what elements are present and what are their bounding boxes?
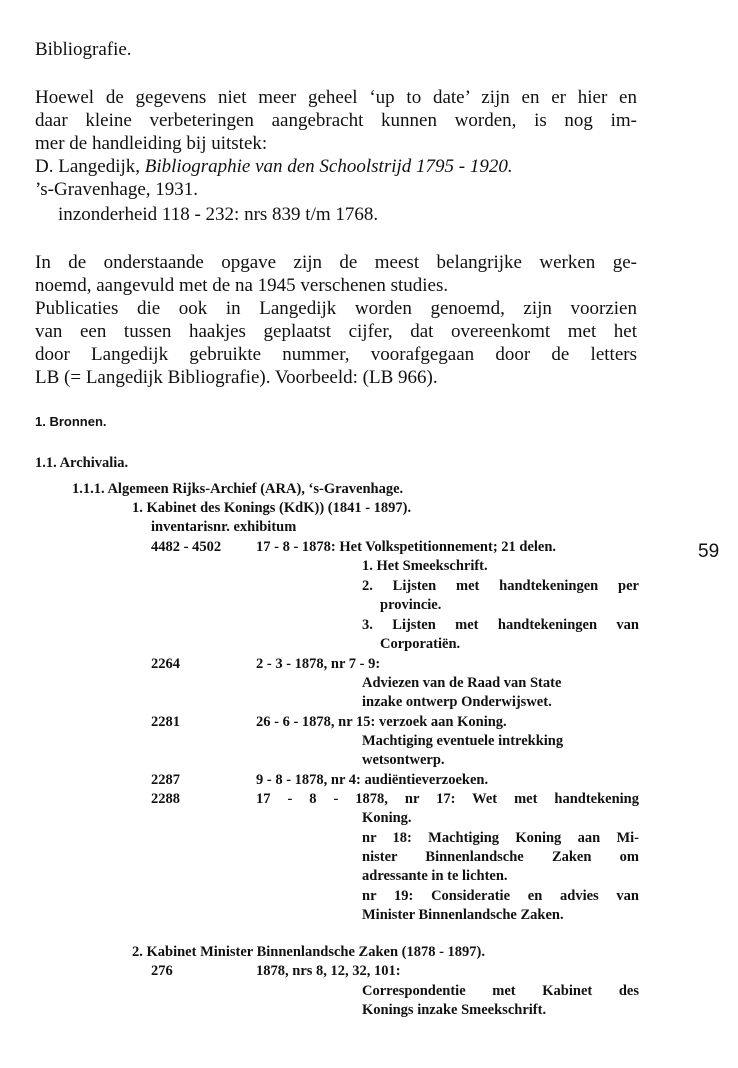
inventory-number: 276 [151, 963, 173, 979]
paragraph-line: van een tussen haakjes geplaatst cijfer, dat overeenkomt met het [35, 321, 637, 342]
section-heading: 1. Bronnen. [35, 414, 107, 429]
inventory-number: 2264 [151, 656, 180, 672]
reference-title: Bibliographie van den Schoolstrijd 1795 - 1920. [144, 156, 513, 177]
exhibitum-date: 9 - 8 - 1878, nr 4: audiëntieverzoeken. [256, 772, 489, 788]
entry-description: 1. Het Smeekschrift. [362, 558, 488, 574]
entry-description: Konings inzake Smeekschrift. [362, 1002, 547, 1018]
entry-description: Machtiging eventuele intrekking [362, 733, 564, 749]
entry-description: inzake ontwerp Onderwijswet. [362, 694, 552, 710]
exhibitum-date: 2 - 3 - 1878, nr 7 - 9: [256, 656, 381, 672]
reference-detail: inzonderheid 118 - 232: nrs 839 t/m 1768. [58, 204, 379, 225]
exhibitum-date: 17 - 8 - 1878: Het Volkspetitionnement; 21 delen. [256, 539, 557, 555]
entry-description: nr 18: Machtiging Koning aan Mi- [362, 830, 639, 846]
page-number: 59 [698, 541, 720, 562]
reference-author: D. Langedijk, [35, 156, 145, 177]
paragraph-line: In de onderstaande opgave zijn de meest belangrijke werken ge- [35, 252, 637, 273]
entry-description: 3. Lijsten met handtekeningen van [362, 617, 639, 633]
intro-line: mer de handleiding bij uitstek: [35, 133, 268, 154]
exhibitum-date: 1878, nrs 8, 12, 32, 101: [256, 963, 401, 979]
entry-description: wetsontwerp. [362, 752, 445, 768]
paragraph-line: LB (= Langedijk Bibliografie). Voorbeeld: (LB 966). [35, 367, 438, 388]
entry-description: adressante in te lichten. [362, 868, 508, 884]
entry-description: Adviezen van de Raad van State [362, 675, 562, 691]
entry-description: nister Binnenlandsche Zaken om [362, 849, 639, 865]
reference-line [35, 155, 513, 178]
exhibitum-date: 26 - 6 - 1878, nr 15: verzoek aan Koning. [256, 714, 507, 730]
paragraph-line: door Langedijk gebruikte nummer, voorafgegaan door de letters [35, 344, 637, 365]
column-headers: inventarisnr. exhibitum [151, 519, 297, 535]
entry-description: Corporatiën. [380, 636, 461, 652]
inventory-number: 4482 - 4502 [151, 539, 222, 555]
entry-description: Koning. [362, 810, 412, 826]
intro-line: daar kleine verbeteringen aangebracht kunnen worden, is nog im- [35, 110, 637, 131]
entry-description: provincie. [380, 597, 442, 613]
entry-description: 2. Lijsten met handtekeningen per [362, 578, 639, 594]
entry-description: Minister Binnenlandsche Zaken. [362, 907, 564, 923]
intro-line: Hoewel de gegevens niet meer geheel ‘up to date’ zijn en er hier en [35, 87, 637, 108]
archive-heading: 2. Kabinet Minister Binnenlandsche Zaken (1878 - 1897). [132, 944, 485, 960]
archive-heading: 1. Kabinet des Konings (KdK)) (1841 - 1897). [132, 500, 412, 516]
reference-place: ’s-Gravenhage, 1931. [35, 179, 199, 200]
entry-description: nr 19: Consideratie en advies van [362, 888, 639, 904]
inventory-number: 2281 [151, 714, 180, 730]
inventory-number: 2287 [151, 772, 180, 788]
inventory-number: 2288 [151, 791, 180, 807]
paragraph-line: noemd, aangevuld met de na 1945 verschenen studies. [35, 275, 449, 296]
subsection-heading: 1.1. Archivalia. [35, 455, 129, 471]
subsubsection-heading: 1.1.1. Algemeen Rijks-Archief (ARA), ‘s-Gravenhage. [72, 481, 404, 497]
entry-description: Correspondentie met Kabinet des [362, 983, 639, 999]
page-title: Bibliografie. [35, 39, 132, 60]
paragraph-line: Publicaties die ook in Langedijk worden genoemd, zijn voorzien [35, 298, 637, 319]
exhibitum-date: 17 - 8 - 1878, nr 17: Wet met handtekening [256, 791, 639, 807]
